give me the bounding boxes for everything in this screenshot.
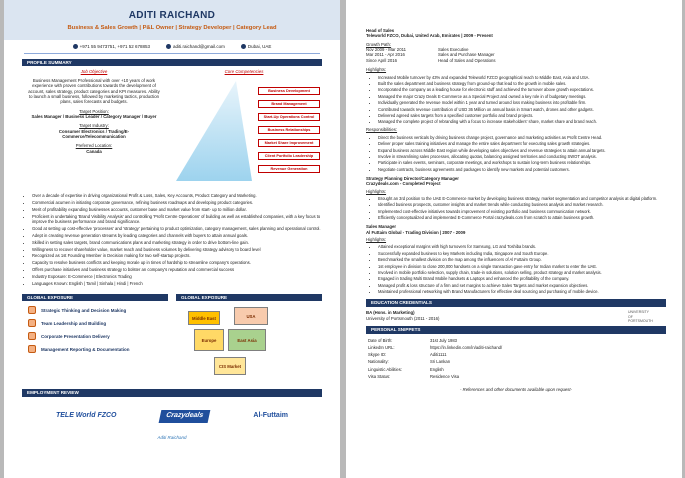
personal-row: Visa Status: Residence Visa [368, 373, 460, 379]
responsibility-item: • Expand business across Middle East region while developing sales objectives and revenue strategies to attain annual targets. [378, 148, 666, 153]
resume-page-2: Head of Sales Teleworld FZCO, Dubai, United Arab, Emirates | 2009 - Present Growth Path: Nov 2009 - Mar 2011 Sales Executive Mar 2011 - Apr 2016 Sales and Purchase Manager Since April 2016 Head of Sales and Operations Highlights: • Increased Mobile turnover by 43% and expanded Teleworld FZCO geographical reach to Middle East, Asia and USA. • Built the sales department and business strategy from ground-up that lead to the growth in mobile sales. • Incorporated the company as a leading house for electronic stuff and achieved the turnover above growth expectations. • Managed the major Crazy Deals E-Commerce as a Special Project and owned a key role in of budgetary meetings. • Individually generated the revenue model within 1 year and turned around loss making business into profitable firm. • Contributed towards revenue contribution of USD 36 Million on annual basis in Smart watch, drones and other gadgets. • Delivered agreed sales targets from a specified customer portfolio and brand projects. • Managed the complete project of rebranding with a focus to increase stakeholders' share, market share and brand reach. Responsibilities: • Direct the business verticals by driving business change project, governance and marketing activities as Profit Centre Head. • Deliver proper sales training initiatives and manage the entire sales department for executing sales growth strategies. • Expand business across Middle East region while developing sales objectives and revenue strategies to attain annual targets. • Involve in streamlining sales processes, allocating quotas, balancing assigned territories and conducting SWOT analysis. • Participate in sales events, seminars, corporate meetings, and workshops to sustain long-term business relationships. • Negotiate contracts, business agreements and packages to identify new markets and potential customers. Strategy Planning Director/Category Manager Crazydeals.com - Completed Project Highlights: • Brought an 3rd position to the UAE E-Commerce market by developing business strategy, market segmentation and competitor analysis at digital platform. • Identified business prospects, customer insights and market trends while conducting business analysis and market research. • Implemented cost-effective initiatives towards improvement of existing portfolio and business communication network. • Efficiently conceptualized and implemented E-Commerce Portal crazydeals.com from scratch to attain business growth. Sales Manager Al Futtaim Global - Trading Division | 2007 - 2009 Highlights: • Attained exceptional margins with high turnovers for Samsung, LG and Toshiba brands. • Successfully expanded business to key Markets including India, Singapore and South Europe. • Benchmarked the smallest division on the map among the influencers of Al Futtaim Group. • 1st employee in division to close 200,000 handsets on a single transaction gave entry for Indian market to enter the UAE. • Involved in mobile portfolio selection, supply chain, trade-in solutions, solution selling, product strategy and market analysis. • Engaged in trading Multi Brand Mobile handsets & Laptops and enhanced the profitability of the company. • Managed profit & loss structure of a firm and set margins to achieve Sales Targets and market expansion objectives. • Maintained professional networking with Brand Manufacturers for effective deal sourcing and purchasing of mobile device. EDUCATION CREDENTIALS BA (Hons. in Marketing) University of Portsmouth (2011 - 2016) UNIVERSITY OF PORTSMOUTH PERSONAL SNIPPETS Date of Birth: 31st July 1983 LinkedIn URL: https://in.linkedin.com/in/aditi-raichand/ Skype ID: Aditi1111 Nationality: Sri Lankan Linguistic Abilities: English Visa Status: Residence Visa - References and other documents available upon request- [346, 0, 682, 478]
skill-item: Strategic Thinking and Decision Making [28, 306, 168, 314]
education: BA (Hons. in Marketing) University of Portsmouth (2011 - 2016) UNIVERSITY OF PORTSMOUTH [366, 310, 653, 323]
summary-bullet: • Industry Exposure: E-Commerce | Electronics Trading [32, 274, 322, 279]
summary-bullet: • Merit of profitability expanding businesses accounts, customer base and market value from start- up to million dollar. [32, 207, 322, 212]
growth-label: Growth Path: [366, 41, 392, 47]
email[interactable]: aditi.raichand@gmail.com [166, 44, 225, 50]
exposure-section [22, 288, 322, 384]
competency-item: Market Share Improvement [258, 139, 320, 147]
job1-highlights [378, 75, 666, 125]
section-title-personal: PERSONAL SNIPPETS [366, 326, 666, 334]
competency-item: Client Portfolio Leadership [258, 152, 320, 160]
skill-icon [28, 319, 36, 327]
personal-row: Nationality: Sri Lankan [368, 359, 451, 365]
responsibility-item: • Direct the business verticals by driving business change project, governance and marketing activities as Profit Centre Head. [378, 135, 666, 140]
highlight-item: • Delivered agreed sales targets from a specified customer portfolio and brand projects. [378, 113, 666, 118]
responsibility-item: • Involve in streamlining sales processes, allocating quotas, balancing assigned territories and conducting SWOT analysis. [378, 154, 666, 159]
location-icon [241, 44, 246, 49]
competency-item: Business Relationships [258, 126, 320, 134]
job3-company: Al Futtaim Global - Trading Division | 2007 - 2009 [366, 229, 466, 235]
responsibility-item: • Negotiate contracts, business agreements and packages to identify new markets and potential customers. [378, 167, 666, 172]
summary-bullet: • Languages Known: English | Tamil | Sinhala | Hindi | French [32, 281, 322, 286]
alfuttaim-logo: Al-Futtaim [253, 411, 288, 419]
job1-responsibilities [378, 135, 666, 172]
highlight-item: • Maintained professional networking with Brand Manufacturers for effective deal sourcing and purchasing of mobile device. [378, 289, 666, 294]
skills-column: GLOBAL EXPOSURE Strategic Thinking and Decision Making Team Leadership and Building Corporate Presentation Delivery Management Reporting & Documentation [22, 288, 168, 384]
skill-items [22, 306, 168, 353]
job2-role: Strategy Planning Director/Category Manager [366, 175, 459, 181]
highlight-item: • Built the sales department and business strategy from ground-up that lead to the growth in mobile sales. [378, 81, 666, 86]
competency-item: Revenue Generation [258, 165, 320, 173]
summary-bullet: • Commercial acumen in initiating corporate governance, refining business roadmaps and developing product categories. [32, 200, 322, 205]
region-east-asia: East Asia [228, 329, 266, 351]
region-map [176, 305, 322, 383]
job-objective: Job Objective Business Management Professional with over +10 years of work experience with proven contributions towards the development of account, sales strategy, product categories and KPI measures. Ability to launch a small business, followed by marketing tactics, production plans, sales forecasts and budgets. Target Position: Sales Manager / Business Leader / Category Manager / Buyer Target Industry: Consumer Electronics / Trading/E-Commerce/Telecommunication Preferred Location: Canada [28, 69, 160, 154]
personal-row: Linguistic Abilities: English [368, 366, 444, 372]
highlight-item: • Individually generated the revenue model within 1 year and turned around loss making business into profitable firm. [378, 100, 666, 105]
highlight-item: • Successfully expanded business to key Markets including India, Singapore and South Europe. [378, 251, 666, 256]
highlight-item: • Attained exceptional margins with high turnovers for Samsung, LG and Toshiba brands. [378, 244, 666, 249]
highlight-item: • 1st employee in division to close 200,000 handsets on a single transaction gave entry for Indian market to enter the UAE. [378, 264, 666, 269]
growth-row: Nov 2009 - Mar 2011 Sales Executive [366, 47, 469, 53]
highlight-item: • Identified business prospects, customer insights and market trends while conducting business analysis and market research. [378, 202, 666, 207]
phone: +971 55 9473751, +971 52 678853 [73, 44, 150, 50]
personal-row: Skype ID: Aditi1111 [368, 352, 447, 358]
competency-item: Start-Up Operations Control [258, 113, 320, 121]
header-banner [4, 0, 340, 40]
summary-bullet: • Willingness to recover shareholder value, market reach and business volumes by delivering strategy advisory to board level [32, 247, 322, 252]
teleworld-logo: TELE World FZCO [55, 411, 117, 419]
highlight-item: • Managed the complete project of rebranding with a focus to increase stakeholders' share, market share and brand reach. [378, 119, 666, 124]
location: Dubai, UAE [241, 44, 272, 50]
personal-row: Date of Birth: 31st July 1983 [368, 337, 458, 343]
competency-item: Brand Management [258, 100, 320, 108]
profile-summary [22, 69, 322, 189]
highlight-item: • Engaged in trading Multi Brand Mobile handsets & Laptops and enhanced the profitability of the company. [378, 276, 666, 281]
highlight-item: • Managed profit & loss structure of a firm and set margins to achieve Sales Targets and market expansion objectives. [378, 283, 666, 288]
highlight-item: • Incorporated the company as a leading house for electronic stuff and achieved the turnover above growth expectations. [378, 87, 666, 92]
growth-path [366, 47, 666, 63]
region-cis-market: CIS Market [214, 357, 246, 375]
region-middle-east: Middle East [188, 311, 220, 325]
candidate-tagline: Business & Sales Growth | P&L Owner | Strategy Developer | Category Lead [67, 24, 277, 31]
personal-row: LinkedIn URL: https://in.linkedin.com/in/aditi-raichand/ [368, 344, 503, 350]
crazydeals-logo: Crazydeals [159, 410, 211, 423]
skill-icon [28, 345, 36, 353]
summary-bullet: • Offers purchase initiatives and business strategy to bolster an company's reputation and commercial success [32, 267, 322, 272]
core-competencies: Core Competencies Business Development Brand Management Start-Up Operations Control Business Relationships Market Share Improvement Client Portfolio Leadership Revenue Generation [166, 69, 322, 189]
email-icon [166, 44, 171, 49]
footer-name: Aditi Raichand [157, 435, 187, 441]
summary-bullet: • Adept in creating revenue generation streams by leading categories and channels with buyers to attain annual goals. [32, 233, 322, 238]
section-title-employment: EMPLOYMENT REVIEW [22, 389, 322, 397]
skill-icon [28, 306, 36, 314]
summary-bullet: • Good at setting up cost-effective 'processes' and 'strategy' pertaining to product optimization, category management, sales planning and operational control. [32, 226, 322, 231]
references-note: - References and other documents available upon request- [459, 387, 573, 393]
responsibility-item: • Deliver proper sales training initiatives and manage the entire sales department for executing sales growth strategies. [378, 141, 666, 146]
competency-item: Business Development [258, 87, 320, 95]
phone-icon [73, 44, 78, 49]
growth-row: Mar 2011 - Apr 2016 Sales and Purchase Manager [366, 52, 495, 58]
highlight-item: • Contributed towards revenue contribution of USD 36 Million on annual basis in Smart watch, drones and other gadgets. [378, 107, 666, 112]
highlight-item: • Increased Mobile turnover by 43% and expanded Teleworld FZCO geographical reach to Middle East, Asia and USA. [378, 75, 666, 80]
highlight-item: • Involved in mobile portfolio selection, supply chain, trade-in solutions, solution selling, product strategy and market analysis. [378, 270, 666, 275]
highlight-item: • Brought an 3rd position to the UAE E-Commerce market by developing business strategy, market segmentation and competitor analysis at digital platform. [378, 196, 666, 201]
responsibility-item: • Participate in sales events, seminars, corporate meetings, and workshops to sustain long-term business relationships. [378, 160, 666, 165]
summary-bullets [32, 193, 322, 286]
region-europe: Europe [194, 329, 224, 351]
highlight-item: • Benchmarked the smallest division on the map among the influencers of Al Futtaim Group. [378, 257, 666, 262]
personal-details [366, 336, 510, 382]
job2-company: Crazydeals.com - Completed Project [366, 181, 441, 187]
job3-role: Sales Manager [366, 224, 397, 230]
job1-role: Head of Sales [366, 28, 395, 33]
university-logo: UNIVERSITY OF PORTSMOUTH [628, 310, 653, 323]
section-title-profile: PROFILE SUMMARY [22, 59, 322, 67]
employer-logos [34, 405, 310, 427]
skill-item: Corporate Presentation Delivery [28, 332, 168, 340]
skill-item: Management Reporting & Documentation [28, 345, 168, 353]
section-title-education: EDUCATION CREDENTIALS [366, 299, 666, 307]
skill-icon [28, 332, 36, 340]
highlight-item: • Managed the major Crazy Deals E-Commerce as a Special Project and owned a key role in of budgetary meetings. [378, 94, 666, 99]
candidate-name: ADITI RAICHAND [128, 10, 216, 21]
job2-highlights [378, 196, 666, 220]
job3-highlights [378, 244, 666, 294]
growth-row: Since April 2016 Head of Sales and Operations [366, 57, 496, 63]
summary-bullet: • Proficient in undertaking 'Brand Visibility Analysis' and controlling 'Profit Centre Operations' of building as well as established companies, with a key focus to improve the business performance and brand significance. [32, 214, 322, 225]
resume-page-1 [4, 0, 340, 478]
region-usa: USA [234, 307, 268, 325]
summary-bullet: • Skilled in setting sales targets, brand communications plans and marketing strategy in order to drive bottom-line gain. [32, 240, 322, 245]
summary-bullet: • Recognized as 1st Founding Member in Decision making for two self-startup projects. [32, 253, 322, 258]
summary-bullet: • Over a decade of expertise in driving organizational Profit & Loss, Sales, Key Accounts, Product Category and Marketing. [32, 193, 322, 198]
skill-item: Team Leadership and Building [28, 319, 168, 327]
competency-pyramid-graphic [174, 79, 254, 183]
highlight-item: • Implemented cost-effective initiatives towards improvement of existing portfolio and business communication network. [378, 209, 666, 214]
regions-column: GLOBAL EXPOSURE Middle East USA Europe East Asia CIS Market [176, 288, 322, 384]
highlight-item: • Efficiently conceptualized and implemented E-Commerce Portal crazydeals.com from scratch to attain business growth. [378, 215, 666, 220]
job1-company: Teleworld FZCO, Dubai, United Arab, Emirates | 2009 - Present [366, 33, 493, 39]
summary-bullet: • Capacity to resolve business conflicts and keeping morale up in times of hardship to streamline company's operations. [32, 260, 322, 265]
contact-bar [24, 40, 320, 54]
